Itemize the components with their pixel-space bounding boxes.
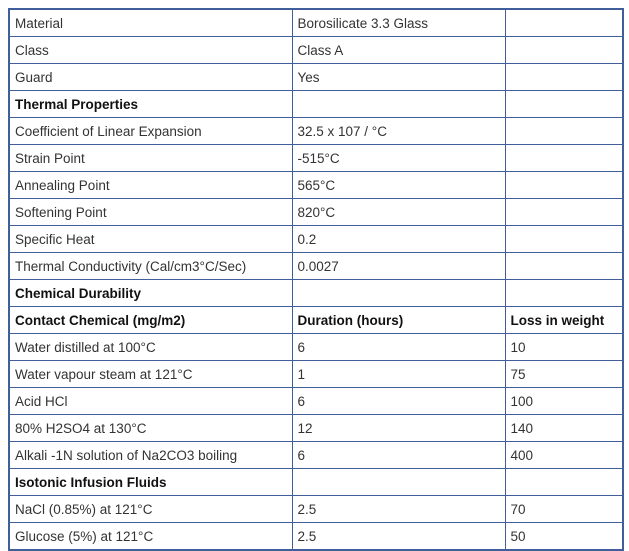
table-cell: 400 xyxy=(505,442,623,469)
table-cell: 2.5 xyxy=(292,523,505,551)
table-cell: Alkali -1N solution of Na2CO3 boiling xyxy=(9,442,292,469)
table-row xyxy=(9,37,623,64)
table-cell: Class A xyxy=(292,37,505,64)
table-row xyxy=(9,9,623,37)
table-cell: -515°C xyxy=(292,145,505,172)
table-cell: 6 xyxy=(292,388,505,415)
table-cell xyxy=(292,91,505,118)
table-cell xyxy=(505,118,623,145)
table-cell: Guard xyxy=(9,64,292,91)
table-cell xyxy=(292,280,505,307)
table-cell: Acid HCl xyxy=(9,388,292,415)
table-row xyxy=(9,253,623,280)
table-row xyxy=(9,334,623,361)
table-cell xyxy=(505,253,623,280)
specs-table-container xyxy=(8,8,624,551)
table-cell: Yes xyxy=(292,64,505,91)
table-cell: 10 xyxy=(505,334,623,361)
table-cell: Softening Point xyxy=(9,199,292,226)
table-row xyxy=(9,145,623,172)
table-cell: NaCl (0.85%) at 121°C xyxy=(9,496,292,523)
table-cell: Thermal Conductivity (Cal/cm3°C/Sec) xyxy=(9,253,292,280)
table-cell: Material xyxy=(9,9,292,37)
column-header-row xyxy=(9,307,623,334)
table-row xyxy=(9,64,623,91)
table-cell: 12 xyxy=(292,415,505,442)
table-cell: 75 xyxy=(505,361,623,388)
specs-table-body xyxy=(9,9,623,550)
table-cell: 32.5 x 107 / °C xyxy=(292,118,505,145)
table-cell: 565°C xyxy=(292,172,505,199)
table-cell xyxy=(505,172,623,199)
table-cell xyxy=(505,280,623,307)
table-row xyxy=(9,523,623,551)
table-cell: 70 xyxy=(505,496,623,523)
table-cell: 100 xyxy=(505,388,623,415)
table-row xyxy=(9,496,623,523)
section-row xyxy=(9,280,623,307)
table-row xyxy=(9,172,623,199)
table-cell: Strain Point xyxy=(9,145,292,172)
table-cell: 140 xyxy=(505,415,623,442)
table-cell: 820°C xyxy=(292,199,505,226)
table-cell: Duration (hours) xyxy=(292,307,505,334)
table-cell: Isotonic Infusion Fluids xyxy=(9,469,292,496)
table-cell: Glucose (5%) at 121°C xyxy=(9,523,292,551)
table-cell xyxy=(505,64,623,91)
table-cell xyxy=(292,469,505,496)
table-cell: 2.5 xyxy=(292,496,505,523)
table-cell xyxy=(505,469,623,496)
table-cell xyxy=(505,199,623,226)
table-cell: Class xyxy=(9,37,292,64)
table-cell: Thermal Properties xyxy=(9,91,292,118)
table-cell: Water distilled at 100°C xyxy=(9,334,292,361)
section-row xyxy=(9,469,623,496)
table-cell xyxy=(505,37,623,64)
table-cell xyxy=(505,91,623,118)
table-cell: 1 xyxy=(292,361,505,388)
table-row xyxy=(9,388,623,415)
table-cell xyxy=(505,226,623,253)
table-cell: Borosilicate 3.3 Glass xyxy=(292,9,505,37)
section-row xyxy=(9,91,623,118)
table-cell: Contact Chemical (mg/m2) xyxy=(9,307,292,334)
table-cell: 0.2 xyxy=(292,226,505,253)
table-cell: 50 xyxy=(505,523,623,551)
table-row xyxy=(9,118,623,145)
table-cell xyxy=(505,145,623,172)
table-cell xyxy=(505,9,623,37)
table-cell: 0.0027 xyxy=(292,253,505,280)
table-cell: 6 xyxy=(292,334,505,361)
table-cell: Loss in weight xyxy=(505,307,623,334)
table-cell: 6 xyxy=(292,442,505,469)
table-row xyxy=(9,442,623,469)
table-row xyxy=(9,415,623,442)
table-cell: Coefficient of Linear Expansion xyxy=(9,118,292,145)
table-cell: Annealing Point xyxy=(9,172,292,199)
table-row xyxy=(9,226,623,253)
specs-table xyxy=(8,8,624,551)
table-row xyxy=(9,199,623,226)
table-cell: Chemical Durability xyxy=(9,280,292,307)
table-cell: Water vapour steam at 121°C xyxy=(9,361,292,388)
table-cell: 80% H2SO4 at 130°C xyxy=(9,415,292,442)
table-cell: Specific Heat xyxy=(9,226,292,253)
table-row xyxy=(9,361,623,388)
